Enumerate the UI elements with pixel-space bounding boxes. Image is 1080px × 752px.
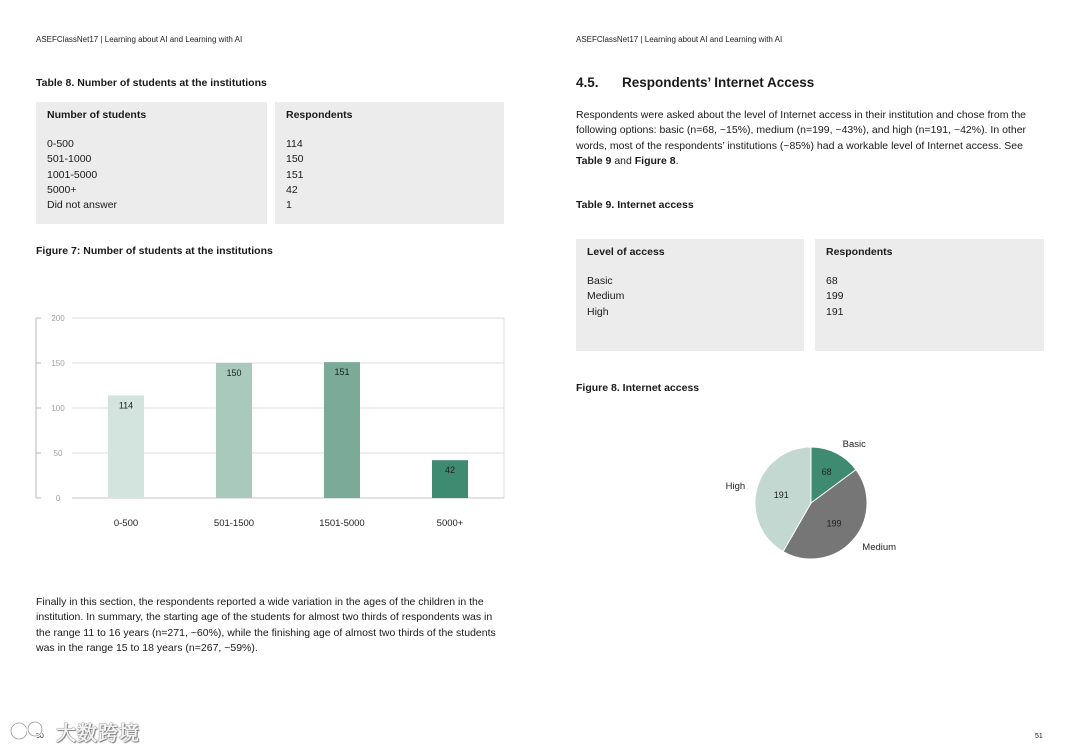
bar-data-label: 150 [226,368,242,378]
table-8-col-respondents [275,102,504,224]
table-cell: 42 [286,183,298,196]
x-tick-label: 501-1500 [213,518,255,529]
table-cell: 199 [826,290,844,303]
x-tick-label: 5000+ [436,518,464,529]
y-tick-label: 200 [51,314,65,323]
table-cell: 150 [286,153,304,166]
body-paragraph: Finally in this section, the respondents reported a wide variation in the ages of the children in the institution. In summary, the starting age of the students for almost two thirds of respondents was in the range 11 to 16 years (n=271, ~60%), while the finishing age of almost two thirds of the students was in the range 15 to 18 years (n=267, ~59%). [36,596,496,654]
bar-data-label: 114 [118,400,134,411]
bar [324,362,360,498]
table-9 [576,239,1044,351]
figure-7-bar-chart [0,300,540,540]
table-9-reference: Table 9 [576,154,612,167]
table-9-caption: Table 9. Internet access [576,199,694,211]
figure-8-pie-chart [680,420,940,580]
pie-category-label: Medium [862,541,897,553]
table-9-col-level [576,239,804,351]
figure-7-caption: Figure 7: Number of students at the institutions [36,245,273,257]
watermark-logo-icon [8,718,52,744]
y-tick-label: 0 [55,494,61,503]
bar [216,363,252,498]
table-cell: High [587,305,609,318]
table-cell: 501-1000 [47,153,92,166]
table-8 [36,102,504,224]
x-tick-label: 0-500 [113,518,139,529]
running-header: ASEFClassNet17 | Learning about AI and Learning with AI [576,35,783,44]
pie-data-label: 199 [826,518,842,529]
watermark-text: 大数跨境 [56,723,140,745]
table-cell: 0-500 [47,138,74,150]
paragraph-text: Respondents were asked about the level of Internet access in their institution and chose from the following options: basic (n=68, ~15%), medium (n=199, ~43%), and high (n=191, ~42%). In other words, most of the respondents’ institutions (~85%) had a workable level of Internet access. See [576,109,1027,152]
pie-category-label: Basic [842,439,866,451]
y-tick-label: 100 [51,404,65,413]
table-8-caption: Table 8. Number of students at the institutions [36,77,267,89]
running-header: ASEFClassNet17 | Learning about AI and Learning with AI [36,35,243,44]
table-cell: 1 [286,199,292,212]
y-tick-label: 50 [53,449,63,458]
right-page [540,0,1080,752]
pie-data-label: 68 [821,466,832,477]
paragraph-text: . [675,154,679,167]
figure-8-caption: Figure 8. Internet access [576,382,700,394]
table-cell: 68 [826,275,838,287]
bar [108,395,144,498]
pie-category-label: High [725,480,746,492]
section-number: 4.5. [576,75,599,90]
pie-data-label: 191 [773,490,789,501]
bar-data-label: 151 [334,367,350,378]
paragraph-text: and [611,154,635,167]
table-cell: Did not answer [47,199,118,212]
table-9-col2-header: Respondents [826,246,893,258]
section-paragraph [576,108,1046,169]
table-8-col-number [36,102,267,224]
page-number: 51 [1035,733,1043,740]
bar-data-label: 42 [444,465,456,476]
table-cell: 1001-5000 [47,168,98,181]
section-heading [576,75,814,90]
table-9-col-respondents [815,239,1044,351]
table-cell: 191 [826,305,844,318]
table-cell: Medium [587,290,625,303]
y-tick-label: 150 [51,359,65,368]
table-8-col2-header: Respondents [286,109,353,121]
table-cell: 151 [286,168,304,181]
table-8-col1-header: Number of students [47,109,147,121]
watermark [8,716,148,746]
table-cell: Basic [587,275,613,287]
table-cell: 114 [286,138,303,150]
figure-8-reference: Figure 8 [634,154,676,167]
page-number: 50 [36,733,44,740]
table-9-col1-header: Level of access [587,246,665,258]
section-title: Respondents’ Internet Access [622,75,815,90]
x-tick-label: 1501-5000 [319,518,365,529]
table-cell: 5000+ [47,183,77,196]
